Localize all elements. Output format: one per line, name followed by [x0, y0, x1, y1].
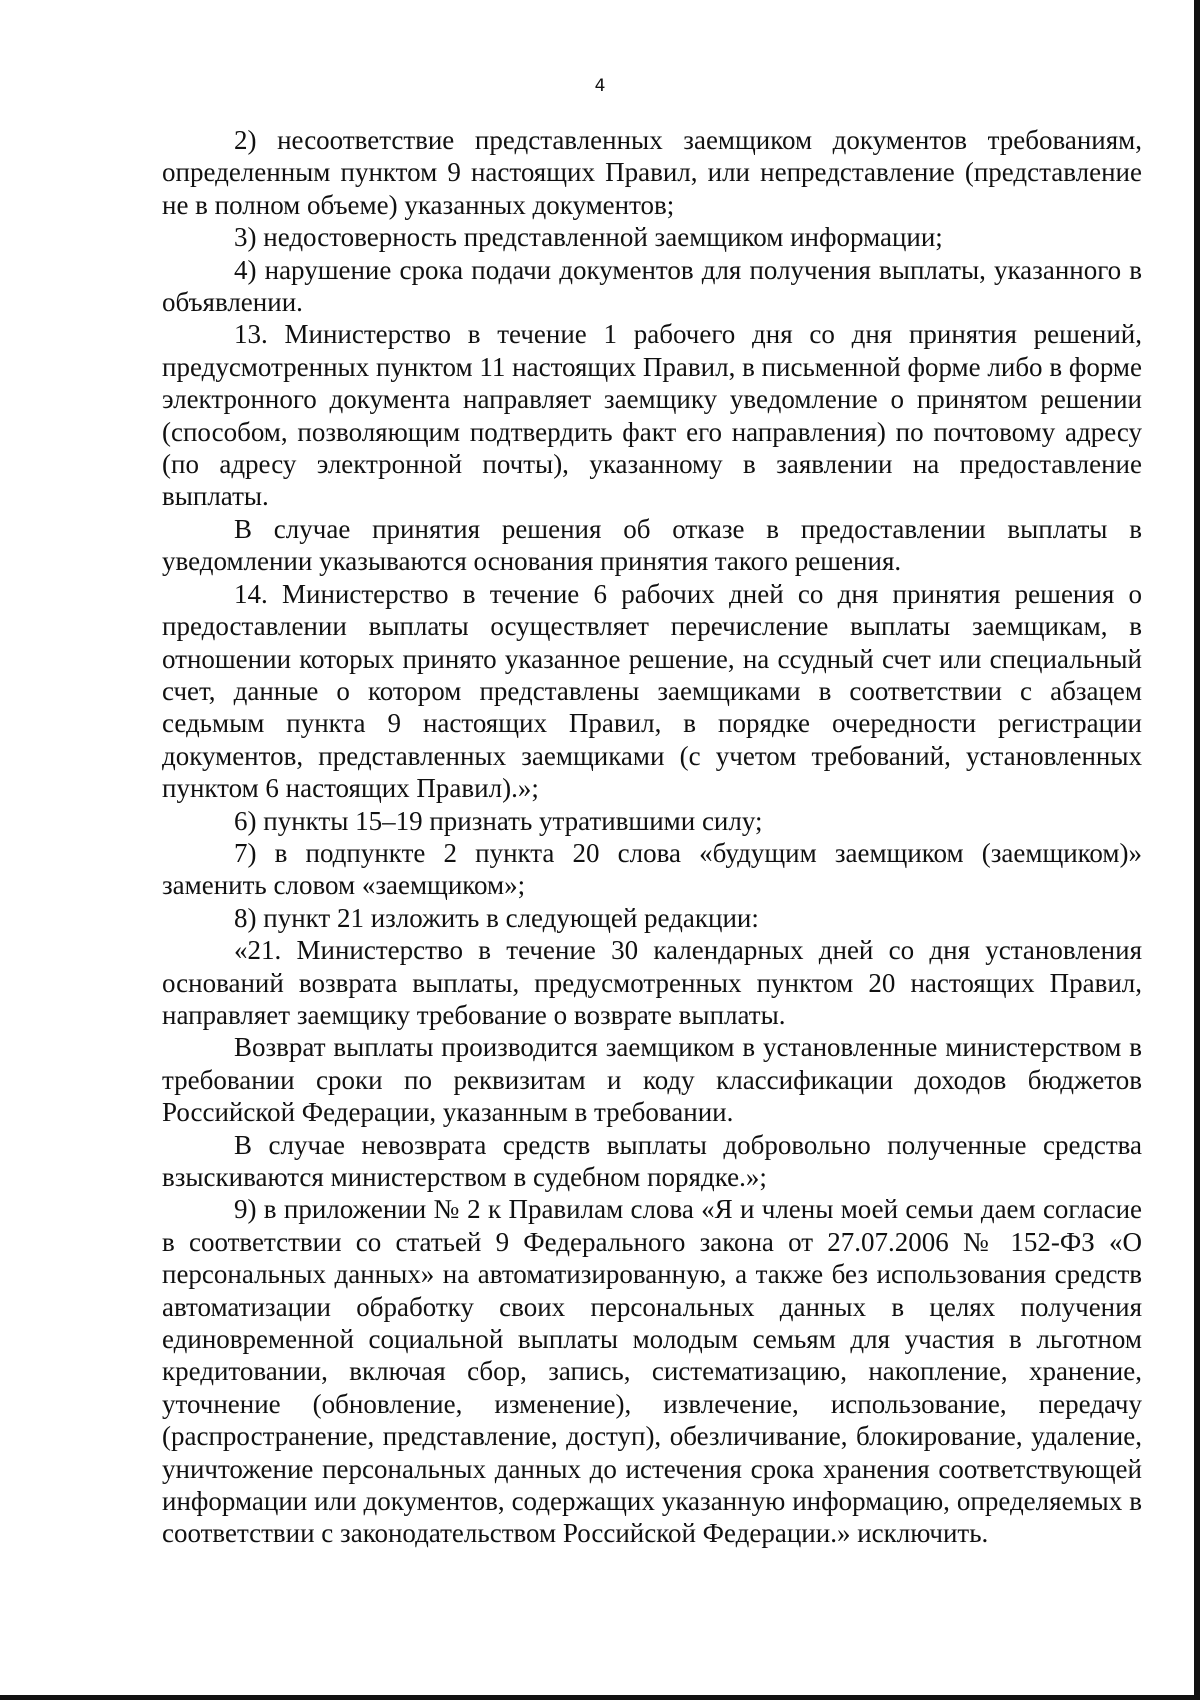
page-number: 4	[594, 76, 606, 96]
paragraph-clause-13: 13. Министерство в течение 1 рабочего дня со дня принятия решений, предусмотренных пунктом 11 настоящих Правил, в письменной форме либо в форме электронного документа направляет заемщику уведомление о принятом решении (способом, позволяющим подтвердить факт его направления) по почтовому адресу (по адресу электронной почты), указанному в заявлении на предоставление выплаты.	[162, 319, 1149, 512]
paragraph-clause-21: «21. Министерство в течение 30 календарных дней со дня установления оснований возврата выплаты, предусмотренных пунктом 20 настоящих Правил, направляет заемщику требование о возврате выплаты.	[162, 935, 1149, 1030]
paragraph-court-recovery: В случае невозврата средств выплаты добровольно полученные средства взыскиваются министерством в судебном порядке.»;	[162, 1129, 1149, 1192]
paragraph-item-2: 2) несоответствие представленных заемщиком документов требованиям, определенным пунктом 9 настоящих Правил, или непредставление (представление не в полном объеме) указанных документов;	[162, 125, 1149, 220]
document-body	[162, 124, 1149, 1550]
scan-edge-right	[1194, 0, 1200, 1700]
scan-edge-bottom	[0, 1695, 1200, 1700]
paragraph-amendment-9: 9) в приложении № 2 к Правилам слова «Я и члены моей семьи даем согласие в соответствии со статьей 9 Федерального закона от 27.07.2006 № 152-ФЗ «О персональных данных» на автоматизированную, а также без использования средств автоматизации обработку своих персональных данных в целях получения единовременной социальной выплаты молодым семьям для участия в льготном кредитовании, включая сбор, запись, систематизацию, накопление, хранение, уточнение (обновление, изменение), извлечение, использование, передачу (распространение, представление, доступ), обезличивание, блокирование, удаление, уничтожение персональных данных до истечения срока хранения соответствующей информации или документов, содержащих указанную информацию, определяемых в соответствии с законодательством Российской Федерации.» исключить.	[162, 1194, 1149, 1549]
paragraph-amendment-7: 7) в подпункте 2 пункта 20 слова «будущим заемщиком (заемщиком)» заменить словом «заемщиком»;	[162, 837, 1149, 901]
paragraph-amendment-6: 6) пункты 15–19 признать утратившими силу;	[234, 805, 763, 836]
paragraph-clause-14: 14. Министерство в течение 6 рабочих дней со дня принятия решения о предоставлении выплаты осуществляет перечисление выплаты заемщикам, в отношении которых принято указанное решение, на ссудный счет или специальный счет, данные о котором представлены заемщиками в соответствии с абзацем седьмым пункта 9 настоящих Правил, в порядке очередности регистрации документов, представленных заемщиками (с учетом требований, установленных пунктом 6 настоящих Правил).»;	[162, 578, 1149, 804]
paragraph-item-3: 3) недостоверность представленной заемщиком информации;	[234, 222, 943, 253]
paragraph-item-4: 4) нарушение срока подачи документов для получения выплаты, указанного в объявлении.	[162, 254, 1149, 318]
paragraph-amendment-8: 8) пункт 21 изложить в следующей редакции:	[234, 902, 759, 933]
paragraph-refusal-notice: В случае принятия решения об отказе в предоставлении выплаты в уведомлении указываются основания принятия такого решения.	[162, 513, 1149, 577]
paragraph-refund-procedure: Возврат выплаты производится заемщиком в установленные министерством в требовании сроки по реквизитам и коду классификации доходов бюджетов Российской Федерации, указанным в требовании.	[162, 1032, 1149, 1128]
